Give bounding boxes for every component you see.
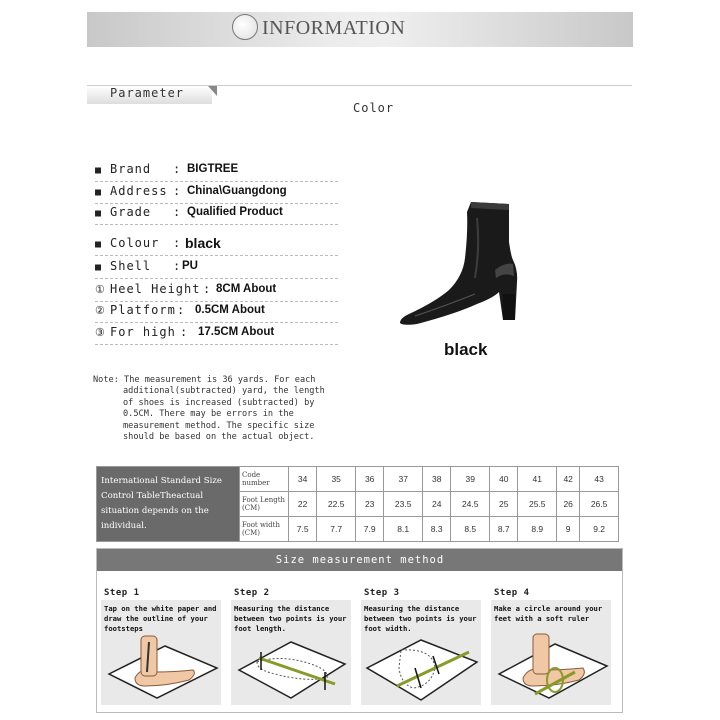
table-cell: 7.9 <box>356 517 384 542</box>
table-cell: 41 <box>518 467 557 492</box>
page-title: INFORMATION <box>262 17 406 39</box>
table-cell: 8.3 <box>423 517 451 542</box>
step-1-text: Tap on the white paper and draw the outline of your footsteps <box>104 604 217 633</box>
step-3-text: Measuring the distance between two points is your foot width. <box>364 604 477 633</box>
table-cell: 40 <box>490 467 518 492</box>
step-3-illustration <box>361 628 481 706</box>
table-cell: 8.1 <box>384 517 423 542</box>
spec-value: black <box>185 235 221 251</box>
table-cell: 24 <box>423 492 451 517</box>
row-label: Code number <box>240 467 289 492</box>
spec-row-brand <box>95 161 338 182</box>
spec-value: 8CM About <box>216 283 277 295</box>
spec-separator: : <box>180 325 189 339</box>
table-cell: 35 <box>317 467 356 492</box>
spec-label: For high <box>110 325 176 339</box>
table-row <box>97 467 619 492</box>
parameter-label: Parameter <box>110 86 185 100</box>
table-cell: 25 <box>490 492 518 517</box>
spec-label: Address <box>110 184 168 198</box>
spec-label: Heel Height <box>110 282 201 296</box>
table-cell: 7.5 <box>289 517 317 542</box>
spec-label: Colour <box>110 236 160 250</box>
spec-separator: : <box>173 236 182 250</box>
step-4-illustration <box>491 628 611 706</box>
number-three-icon: ③ <box>95 326 105 339</box>
spec-separator: : <box>173 259 182 273</box>
spec-separator: : <box>173 184 182 198</box>
table-cell: 9 <box>557 517 580 542</box>
table-cell: 43 <box>580 467 619 492</box>
spec-row-for-high <box>95 324 338 345</box>
spec-value: 0.5CM About <box>195 304 265 316</box>
spec-value: BIGTREE <box>187 163 239 175</box>
number-one-icon: ① <box>95 283 105 296</box>
color-caption: black <box>444 340 488 359</box>
step-2-illustration <box>231 628 351 706</box>
measurement-note <box>93 375 338 443</box>
table-cell: 26 <box>557 492 580 517</box>
number-two-icon: ② <box>95 304 105 317</box>
spec-value: 17.5CM About <box>198 326 275 338</box>
row-label: Foot Length (CM) <box>240 492 289 517</box>
bullet-icon: ■ <box>95 165 102 176</box>
spec-row-grade <box>95 204 338 225</box>
color-heading: Color <box>353 101 395 115</box>
step-2-title: Step 2 <box>234 588 270 598</box>
table-cell: 7.7 <box>317 517 356 542</box>
table-cell: 22.5 <box>317 492 356 517</box>
spec-separator: : <box>203 282 212 296</box>
spec-row-shell <box>95 258 338 279</box>
spec-row-heel-height <box>95 281 338 302</box>
product-boot-image <box>395 198 525 328</box>
spec-row-address <box>95 183 338 204</box>
note-body: additional(subtracted) yard, the length of shoes is increased (subtracted) by 0.5CM. There may be errors in the measurement method. The specific size should be based on the actual object. <box>123 386 325 443</box>
bullet-icon: ■ <box>95 187 102 198</box>
spec-separator: : <box>177 303 186 317</box>
step-4-title: Step 4 <box>494 588 530 598</box>
step-1-illustration <box>101 628 221 706</box>
circle-icon <box>232 14 258 40</box>
spec-value: PU <box>182 260 198 272</box>
size-table-description: International Standard Size Control TableTheactual situation depends on the individual. <box>97 467 240 542</box>
table-cell: 9.2 <box>580 517 619 542</box>
row-label: Foot width (CM) <box>240 517 289 542</box>
measurement-title: Size measurement method <box>275 554 445 566</box>
spec-label: Platform <box>110 303 176 317</box>
table-cell: 34 <box>289 467 317 492</box>
table-cell: 23.5 <box>384 492 423 517</box>
table-cell: 23 <box>356 492 384 517</box>
step-3-title: Step 3 <box>364 588 400 598</box>
table-cell: 8.7 <box>490 517 518 542</box>
table-cell: 26.5 <box>580 492 619 517</box>
bullet-icon: ■ <box>95 262 102 273</box>
spec-separator: : <box>173 162 182 176</box>
tab-fold-icon <box>208 86 217 96</box>
note-first-line: Note: The measurement is 36 yards. For each <box>93 375 316 385</box>
table-cell: 39 <box>451 467 490 492</box>
spec-row-platform <box>95 302 338 323</box>
bullet-icon: ■ <box>95 208 102 219</box>
spec-row-colour <box>95 235 338 256</box>
table-cell: 22 <box>289 492 317 517</box>
step-4-text: Make a circle around your feet with a soft ruler <box>494 604 603 623</box>
bullet-icon: ■ <box>95 239 102 250</box>
table-cell: 38 <box>423 467 451 492</box>
spec-label: Grade <box>110 205 152 219</box>
table-cell: 25.5 <box>518 492 557 517</box>
spec-label: Brand <box>110 162 152 176</box>
spec-separator: : <box>173 205 182 219</box>
table-cell: 36 <box>356 467 384 492</box>
size-table <box>96 466 619 542</box>
spec-value: Qualified Product <box>187 206 283 218</box>
step-1-title: Step 1 <box>104 588 140 598</box>
table-cell: 8.5 <box>451 517 490 542</box>
table-cell: 37 <box>384 467 423 492</box>
spec-value: China\Guangdong <box>187 185 287 197</box>
step-2-text: Measuring the distance between two points is your foot length. <box>234 604 347 633</box>
spec-label: Shell <box>110 259 152 273</box>
table-cell: 24.5 <box>451 492 490 517</box>
table-cell: 8.9 <box>518 517 557 542</box>
table-cell: 42 <box>557 467 580 492</box>
